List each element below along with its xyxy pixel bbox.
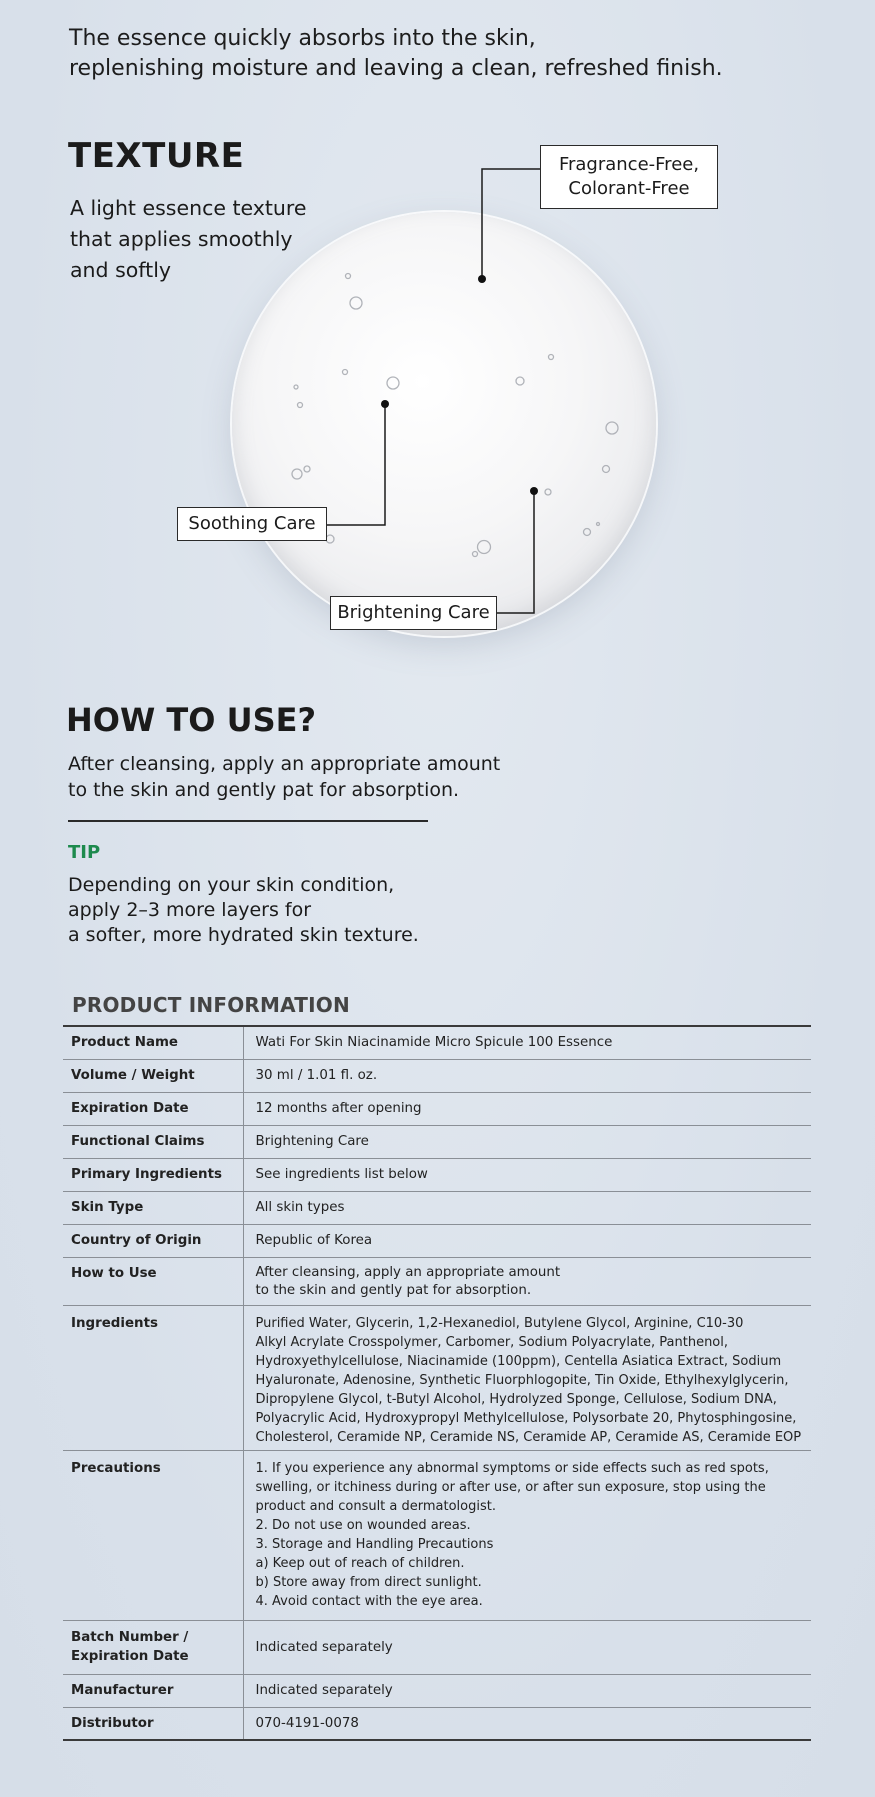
table-row xyxy=(63,1026,811,1059)
howto-line: After cleansing, apply an appropriate amount xyxy=(68,753,501,775)
table-row xyxy=(63,1059,811,1092)
callout-lines xyxy=(0,0,875,700)
row-value: Purified Water, Glycerin, 1,2-Hexanediol, Butylene Glycol, Arginine, C10-30 Alkyl Acrylate Crosspolymer, Carbomer, Sodium Polyacrylate, Panthenol, Hydroxyethylcellulose, Niacinamide (100ppm), Centella Asiatica Extract, Sodium Hyaluronate, Adenosine, Synthetic Fluorphlogopite, Tin Oxide, Ethylhexylglycerin, Dipropylene Glycol, t-Butyl Alcohol, Hydrolyzed Sponge, Cellulose, Sodium DNA, Polyacrylic Acid, Hydroxypropyl Methylcellulose, Polysorbate 20, Phytosphingosine, Cholesterol, Ceramide NP, Ceramide NS, Ceramide AP, Ceramide AS, Ceramide EOP xyxy=(243,1305,811,1450)
row-key: Primary Ingredients xyxy=(63,1158,243,1191)
table-row xyxy=(63,1092,811,1125)
fragrance-free-label xyxy=(540,145,718,209)
texture-heading: TEXTURE xyxy=(68,136,245,176)
table-row xyxy=(63,1191,811,1224)
howto-line: to the skin and gently pat for absorption. xyxy=(68,779,460,801)
row-value: Wati For Skin Niacinamide Micro Spicule 100 Essence xyxy=(243,1026,811,1059)
row-key: Precautions xyxy=(63,1450,243,1620)
row-value: Brightening Care xyxy=(243,1125,811,1158)
row-key: How to Use xyxy=(63,1257,243,1305)
row-key: Functional Claims xyxy=(63,1125,243,1158)
row-key: Ingredients xyxy=(63,1305,243,1450)
label-line: Fragrance-Free, xyxy=(558,154,700,175)
table-row xyxy=(63,1305,811,1450)
fragrance-callout-line xyxy=(482,169,541,279)
tip-label: TIP xyxy=(68,842,101,863)
product-information-table xyxy=(63,1025,811,1741)
row-value: 1. If you experience any abnormal symptoms or side effects such as red spots, swelling, or itchiness during or after use, or after sun exposure, stop using the product and consult a dermatologist. 2. Do not use on wounded areas. 3. Storage and Handling Precautions a) Keep out of reach of children. b) Store away from direct sunlight. 4. Avoid contact with the eye area. xyxy=(243,1450,811,1620)
tip-text xyxy=(68,873,419,948)
tip-line: Depending on your skin condition, xyxy=(68,874,395,896)
table-row xyxy=(63,1450,811,1620)
row-key: Product Name xyxy=(63,1026,243,1059)
row-key: Distributor xyxy=(63,1707,243,1740)
texture-desc-line: A light essence texture xyxy=(70,196,307,220)
row-value: 070-4191-0078 xyxy=(243,1707,811,1740)
texture-desc-line: and softly xyxy=(70,258,172,282)
label-line: Colorant-Free xyxy=(568,178,690,199)
row-key: Expiration Date xyxy=(63,1092,243,1125)
brightening-callout-dot xyxy=(530,487,538,495)
table-row xyxy=(63,1224,811,1257)
row-value: After cleansing, apply an appropriate amount to the skin and gently pat for absorption. xyxy=(243,1257,811,1305)
intro-line: The essence quickly absorbs into the skin, xyxy=(69,26,536,51)
soothing-callout-line xyxy=(327,404,385,525)
table-row xyxy=(63,1674,811,1707)
fragrance-callout-dot xyxy=(478,275,486,283)
row-value: Indicated separately xyxy=(243,1620,811,1674)
row-value: See ingredients list below xyxy=(243,1158,811,1191)
row-key: Volume / Weight xyxy=(63,1059,243,1092)
product-information-heading: PRODUCT INFORMATION xyxy=(72,993,350,1017)
table-row xyxy=(63,1257,811,1305)
table-row xyxy=(63,1707,811,1740)
table-row xyxy=(63,1620,811,1674)
row-value: All skin types xyxy=(243,1191,811,1224)
how-to-use-description xyxy=(68,751,500,803)
intro-line: replenishing moisture and leaving a clean, refreshed finish. xyxy=(69,56,723,81)
brightening-care-label: Brightening Care xyxy=(330,596,497,630)
how-to-use-heading: HOW TO USE? xyxy=(66,701,317,739)
divider xyxy=(68,820,428,822)
row-key: Country of Origin xyxy=(63,1224,243,1257)
tip-line: a softer, more hydrated skin texture. xyxy=(68,924,419,946)
soothing-callout-dot xyxy=(381,400,389,408)
brightening-callout-line xyxy=(497,491,534,613)
texture-desc-line: that applies smoothly xyxy=(70,227,293,251)
row-value: Republic of Korea xyxy=(243,1224,811,1257)
row-key: Batch Number / Expiration Date xyxy=(63,1620,243,1674)
tip-line: apply 2–3 more layers for xyxy=(68,899,312,921)
row-key: Manufacturer xyxy=(63,1674,243,1707)
table-row xyxy=(63,1125,811,1158)
table-row xyxy=(63,1158,811,1191)
soothing-care-label: Soothing Care xyxy=(177,507,327,541)
row-value: 30 ml / 1.01 fl. oz. xyxy=(243,1059,811,1092)
row-value: 12 months after opening xyxy=(243,1092,811,1125)
row-value: Indicated separately xyxy=(243,1674,811,1707)
row-key: Skin Type xyxy=(63,1191,243,1224)
